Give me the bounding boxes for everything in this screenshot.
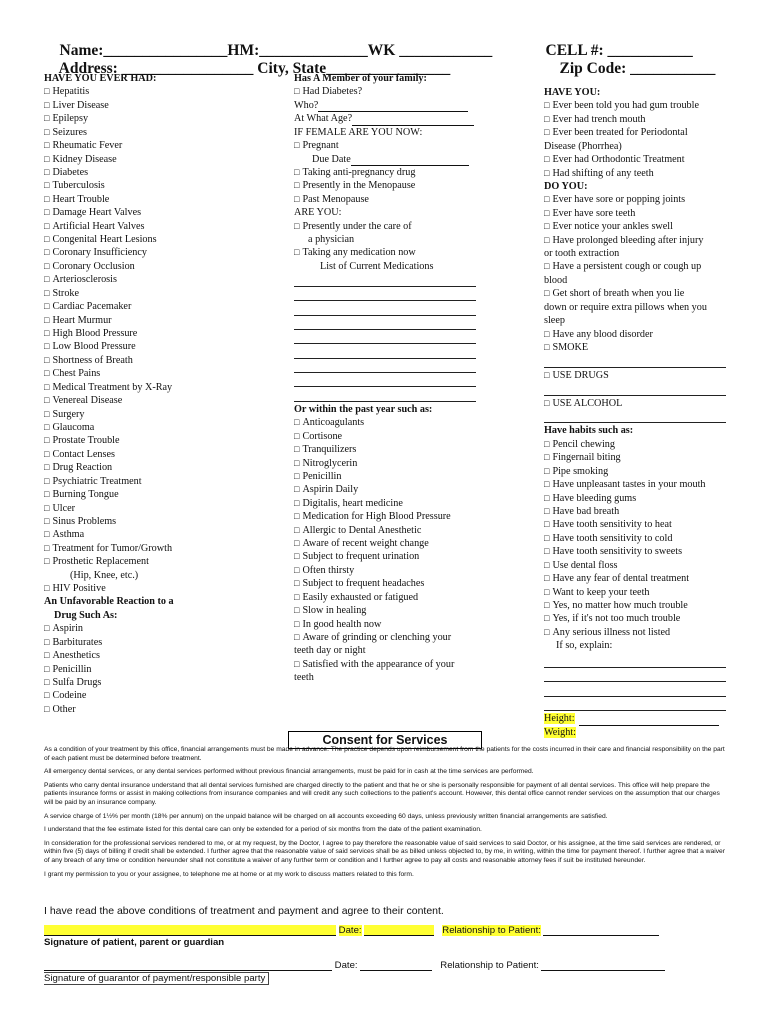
- checkbox-have-tooth-sensitivity-to-cold[interactable]: [544, 532, 730, 545]
- drugs-line[interactable]: [544, 382, 726, 395]
- checkbox-label: Codeine: [52, 690, 87, 702]
- blood-disorder-label: Have any blood disorder: [552, 328, 653, 340]
- checkbox-label: Cardiac Pacemaker: [52, 301, 132, 313]
- use-drugs-label: USE DRUGS: [552, 369, 609, 381]
- checkbox-psychiatric-treatment[interactable]: [44, 475, 284, 488]
- col2-heading: Has A Member of your family:: [294, 73, 427, 84]
- who-field[interactable]: [318, 101, 468, 112]
- checkbox-label: In good health now: [302, 618, 382, 630]
- checkbox-label: Burning Tongue: [52, 489, 119, 501]
- medication-line[interactable]: [294, 317, 476, 330]
- breath-label-1: Get short of breath when you lie: [552, 288, 685, 300]
- have-you-heading: HAVE YOU:: [544, 87, 601, 98]
- checkbox-label: Have bad breath: [552, 505, 620, 517]
- checkbox-label: Psychiatric Treatment: [52, 475, 142, 487]
- checkbox-stroke[interactable]: [44, 287, 284, 300]
- checkbox-label: Slow in healing: [302, 605, 367, 617]
- column-medical-history: [44, 72, 284, 716]
- medication-line[interactable]: [294, 360, 476, 373]
- habits-item-list: [544, 438, 730, 639]
- checkbox-label: Kidney Disease: [52, 153, 117, 165]
- checkbox-label: Medication for High Blood Pressure: [302, 511, 451, 523]
- checkbox-trench-mouth[interactable]: [544, 113, 730, 126]
- cough-label-2: blood: [544, 274, 568, 286]
- checkbox-label: Epilepsy: [52, 113, 89, 125]
- checkbox-pipe-smoking[interactable]: [544, 465, 730, 478]
- checkbox-taking-medication[interactable]: [294, 246, 506, 259]
- checkbox-label: Have unpleasant tastes in your mouth: [552, 479, 706, 491]
- checkbox-subject-to-frequent-headaches[interactable]: [294, 577, 506, 590]
- checkbox-contact-lenses[interactable]: [44, 448, 284, 461]
- medication-lines: [294, 273, 476, 402]
- checkbox-have-any-fear-of-dental-treatment[interactable]: [544, 572, 730, 585]
- checkbox-label: Venereal Disease: [52, 395, 123, 407]
- checkbox-drug-reaction[interactable]: [44, 461, 284, 474]
- checkbox-periodontal[interactable]: [544, 126, 730, 139]
- past-menopause-label: Past Menopause: [302, 193, 369, 205]
- checkbox-prosthetic-replacement[interactable]: [44, 555, 284, 568]
- checkbox-allergic-to-dental-anesthetic[interactable]: [294, 524, 506, 537]
- do-you-heading: DO YOU:: [544, 180, 588, 192]
- checkbox-heart-murmur[interactable]: [44, 314, 284, 327]
- checkbox-chest-pains[interactable]: [44, 367, 284, 380]
- checkbox-under-care[interactable]: [294, 220, 506, 233]
- checkbox-kidney-disease[interactable]: [44, 153, 284, 166]
- checkbox-aspirin-daily[interactable]: [294, 483, 506, 496]
- checkbox-sore-teeth[interactable]: [544, 207, 730, 220]
- explain-line[interactable]: [544, 698, 726, 711]
- checkbox-cortisone[interactable]: [294, 430, 506, 443]
- checkbox-label: Pipe smoking: [552, 465, 609, 477]
- checkbox-label: Prostate Trouble: [52, 435, 120, 447]
- checkbox-label: Hepatitis: [52, 86, 90, 98]
- checkbox-burning-tongue[interactable]: [44, 488, 284, 501]
- checkbox-label: Easily exhausted or fatigued: [302, 591, 419, 603]
- checkbox-fingernail-biting[interactable]: [544, 451, 730, 464]
- cell-label: CELL #:: [545, 42, 604, 59]
- checkbox-rheumatic-fever[interactable]: [44, 139, 284, 152]
- checkbox-congenital-heart-lesions[interactable]: [44, 233, 284, 246]
- are-you-label: ARE YOU:: [294, 207, 342, 219]
- checkbox-label: Prosthetic Replacement: [52, 556, 149, 568]
- checkbox-label: Have bleeding gums: [552, 492, 637, 504]
- who-label: Who?: [294, 99, 319, 111]
- medication-line[interactable]: [294, 331, 476, 344]
- checkbox-label: Sinus Problems: [52, 515, 117, 527]
- grinding-label-1: Aware of grinding or clenching your: [302, 632, 452, 644]
- explain-line[interactable]: [544, 683, 726, 696]
- checkbox-treatment-for-tumor-growth[interactable]: [44, 542, 284, 555]
- checkbox-have-tooth-sensitivity-to-heat[interactable]: [544, 518, 730, 531]
- orthodontic-label: Ever had Orthodontic Treatment: [552, 154, 685, 166]
- checkbox-persistent-cough[interactable]: [544, 260, 730, 273]
- consent-paragraph: Patients who carry dental insurance understand that all dental services furnished are charged directly to the patient and that he or she is personally responsible for payment of all dental services. This office will help prepare the patients insurance forms or assist in making collections from insurance companies and will credit any such collections to the patient's account. However, this dental office cannot render services on the assumption that our charges will be paid by an insurance company.: [44, 781, 720, 806]
- checkbox-grinding[interactable]: [294, 631, 506, 644]
- medication-line[interactable]: [294, 374, 476, 387]
- checkbox-anticoagulants[interactable]: [294, 416, 506, 429]
- checkbox-nitroglycerin[interactable]: [294, 457, 506, 470]
- checkbox-use-alcohol[interactable]: [544, 397, 730, 410]
- checkbox-penicillin[interactable]: [294, 470, 506, 483]
- checkbox-label: Contact Lenses: [52, 448, 115, 460]
- checkbox-label: Surgery: [52, 408, 85, 420]
- checkbox-label: Diabetes: [52, 166, 89, 178]
- consent-body: [44, 746, 728, 884]
- breath-label-2: down or require extra pillows when you: [544, 301, 707, 313]
- checkbox-coronary-occlusion[interactable]: [44, 260, 284, 273]
- female-heading: IF FEMALE ARE YOU NOW:: [294, 126, 423, 138]
- checkbox-ankles-swell[interactable]: [544, 220, 730, 233]
- name-label: Name:: [59, 42, 104, 59]
- checkbox-label: Heart Murmur: [52, 314, 112, 326]
- checkbox-label: Pencil chewing: [552, 438, 615, 450]
- checkbox-label: Seizures: [52, 126, 87, 138]
- checkbox-shifting-teeth[interactable]: [544, 167, 730, 180]
- checkbox-label: Tranquilizers: [302, 444, 357, 456]
- consent-paragraph: I understand that the fee estimate listed for this dental care can only be extended for a period of six months from the date of the patient examination.: [44, 826, 482, 834]
- checkbox-menopause[interactable]: [294, 179, 506, 192]
- acknowledgement-text: I have read the above conditions of treatment and payment and agree to their content.: [44, 905, 444, 917]
- checkbox-had-diabetes[interactable]: [294, 85, 506, 98]
- periodontal-label-2: Disease (Phorrhea): [544, 140, 622, 152]
- checkbox-want-to-keep-your-teeth[interactable]: [544, 586, 730, 599]
- checkbox-label: Yes, no matter how much trouble: [552, 599, 688, 611]
- weight-label: Weight:: [544, 726, 576, 738]
- checkbox-cardiac-pacemaker[interactable]: [44, 300, 284, 313]
- checkbox-label: Use dental floss: [552, 559, 618, 571]
- anti-preg-label: Taking anti-pregnancy drug: [302, 166, 416, 178]
- checkbox-label: Allergic to Dental Anesthetic: [302, 524, 422, 536]
- guarantor-signature-field[interactable]: [44, 960, 332, 971]
- cell-field[interactable]: ___________: [603, 42, 693, 59]
- height-field[interactable]: [579, 715, 719, 726]
- guarantor-date-label: Date:: [334, 960, 358, 971]
- satisfied-label-2: teeth: [294, 672, 314, 684]
- consent-paragraph: As a condition of your treatment by this office, financial arrangements must be made in advance. The practice depends upon reimbursement from the patients for the costs incurred in their care and financial responsibility on the part of each patient must be determined before treatment.: [44, 746, 725, 762]
- consent-paragraph: I grant my permission to you or your assignee, to telephone me at home or at my work to discuss matters related to this form.: [44, 870, 414, 878]
- checkbox-easily-exhausted-or-fatigued[interactable]: [294, 591, 506, 604]
- guarantor-date-field[interactable]: [360, 960, 432, 971]
- checkbox-codeine[interactable]: [44, 689, 284, 702]
- checkbox-diabetes[interactable]: [44, 166, 284, 179]
- explain-line[interactable]: [544, 655, 726, 668]
- checkbox-label: Stroke: [52, 287, 80, 299]
- bleeding-label-1: Have prolonged bleeding after injury: [552, 234, 704, 246]
- patient-relationship-field[interactable]: [543, 925, 659, 936]
- use-alcohol-label: USE ALCOHOL: [552, 397, 623, 409]
- checkbox-label: Coronary Occlusion: [52, 260, 135, 272]
- checkbox-label: Artificial Heart Valves: [52, 220, 145, 232]
- past-year-heading: Or within the past year such as:: [294, 403, 433, 415]
- checkbox-label: Aspirin: [52, 623, 83, 635]
- under-care-label-2: a physician: [308, 234, 355, 246]
- checkbox-blood-disorder[interactable]: [544, 328, 730, 341]
- sore-teeth-label: Ever have sore teeth: [552, 207, 636, 219]
- checkbox-glaucoma[interactable]: [44, 421, 284, 434]
- checkbox-label: Want to keep your teeth: [552, 586, 650, 598]
- checkbox-aware-of-recent-weight-change[interactable]: [294, 537, 506, 550]
- checkbox-hiv-positive[interactable]: [44, 582, 284, 595]
- checkbox-label: Digitalis, heart medicine: [302, 497, 403, 509]
- checkbox-label: Medical Treatment by X-Ray: [52, 381, 173, 393]
- gum-trouble-label: Ever been told you had gum trouble: [552, 100, 699, 112]
- checkbox-other[interactable]: [44, 703, 284, 716]
- hm-field[interactable]: ______________: [259, 42, 368, 59]
- checkbox-use-dental-floss[interactable]: [544, 559, 730, 572]
- consent-paragraph: A service charge of 1½% per month (18% per annum) on the unpaid balance will be charged on all accounts exceeding 60 days, unless previously written financial arrangements are satisfied.: [44, 812, 608, 820]
- checkbox-label: Yes, if it's not too much trouble: [552, 613, 681, 625]
- list-meds-label: List of Current Medications: [320, 260, 434, 272]
- medication-line[interactable]: [294, 273, 476, 286]
- checkbox-artificial-heart-valves[interactable]: [44, 220, 284, 233]
- city-state-label: City, State: [257, 60, 327, 77]
- height-row: [544, 712, 730, 725]
- at-what-age-row: [294, 112, 506, 125]
- checkbox-label: Subject to frequent urination: [302, 551, 420, 563]
- checkbox-low-blood-pressure[interactable]: [44, 340, 284, 353]
- checkbox-yes-if-it-s-not-too-much-trouble[interactable]: [544, 612, 730, 625]
- consent-title: Consent for Services: [288, 731, 482, 749]
- checkbox-label: Aware of recent weight change: [302, 538, 429, 550]
- checkbox-popping-joints[interactable]: [544, 193, 730, 206]
- checkbox-label: Have tooth sensitivity to cold: [552, 532, 673, 544]
- height-label: Height:: [544, 713, 575, 725]
- checkbox-sinus-problems[interactable]: [44, 515, 284, 528]
- checkbox-sulfa-drugs[interactable]: [44, 676, 284, 689]
- checkbox-label: Have any fear of dental treatment: [552, 573, 690, 585]
- medication-line[interactable]: [294, 345, 476, 358]
- checkbox-label: Treatment for Tumor/Growth: [52, 542, 173, 554]
- reaction-heading-1: An Unfavorable Reaction to a: [44, 596, 174, 608]
- checkbox-label: High Blood Pressure: [52, 328, 138, 340]
- guarantor-relationship-label: Relationship to Patient:: [440, 960, 539, 971]
- checkbox-penicillin[interactable]: [44, 663, 284, 676]
- zip-label: Zip Code:: [559, 60, 627, 77]
- wk-label: WK: [367, 42, 396, 59]
- checkbox-label: Anesthetics: [52, 650, 100, 662]
- consent-paragraph: All emergency dental services, or any dental services performed without previous financial arrangements, must be paid for in cash at the time services are performed.: [44, 768, 534, 776]
- checkbox-coronary-insufficiency[interactable]: [44, 246, 284, 259]
- popping-joints-label: Ever have sore or popping joints: [552, 194, 686, 206]
- checkbox-surgery[interactable]: [44, 408, 284, 421]
- checkbox-label: Aspirin Daily: [302, 484, 359, 496]
- checkbox-have-unpleasant-tastes-in-your-mouth[interactable]: [544, 478, 730, 491]
- checkbox-label: Subject to frequent headaches: [302, 578, 425, 590]
- checkbox-label: Other: [52, 703, 76, 715]
- checkbox-hepatitis[interactable]: [44, 85, 284, 98]
- checkbox-often-thirsty[interactable]: [294, 564, 506, 577]
- explain-lines: [544, 655, 726, 712]
- medication-line[interactable]: [294, 302, 476, 315]
- bleeding-label-2: or tooth extraction: [544, 248, 620, 260]
- address-field[interactable]: _________________: [117, 60, 258, 77]
- checkbox-label: Damage Heart Valves: [52, 207, 142, 219]
- checkbox-venereal-disease[interactable]: [44, 394, 284, 407]
- checkbox-high-blood-pressure[interactable]: [44, 327, 284, 340]
- checkbox-label: Drug Reaction: [52, 462, 113, 474]
- guarantor-signature-row: [44, 960, 665, 971]
- city-state-field[interactable]: ________________: [326, 60, 451, 77]
- checkbox-gum-trouble[interactable]: [544, 99, 730, 112]
- checkbox-arteriosclerosis[interactable]: [44, 273, 284, 286]
- wk-field[interactable]: ____________: [395, 42, 493, 59]
- checkbox-have-tooth-sensitivity-to-sweets[interactable]: [544, 545, 730, 558]
- medication-line[interactable]: [294, 388, 476, 401]
- smoke-line[interactable]: [544, 354, 726, 367]
- smoke-label: SMOKE: [552, 342, 589, 354]
- checkbox-label: Tuberculosis: [52, 180, 105, 192]
- checkbox-label: Penicillin: [302, 470, 342, 482]
- col1-heading: HAVE YOU EVER HAD:: [44, 73, 157, 84]
- checkbox-tuberculosis[interactable]: [44, 179, 284, 192]
- checkbox-label: Anticoagulants: [302, 417, 365, 429]
- checkbox-label: Fingernail biting: [552, 452, 621, 464]
- ankles-label: Ever notice your ankles swell: [552, 221, 673, 233]
- checkbox-prostate-trouble[interactable]: [44, 434, 284, 447]
- checkbox-medication-for-high-blood-pressure[interactable]: [294, 510, 506, 523]
- periodontal-label-1: Ever been treated for Periodontal: [552, 127, 688, 139]
- checkbox-medical-treatment-by-x-ray[interactable]: [44, 381, 284, 394]
- shifting-label: Had shifting of any teeth: [552, 167, 654, 179]
- consent-paragraph: In consideration for the professional services rendered to me, or at my request, by the Doctor, I agree to pay therefore the reasonable value of said services to said Doctor, or his assignee, at the time said services are rendered, or within five (5) days of billing if credit shall be extended. I further agree that the reasonable value of said services shall be as billed unless objected to, by me, in writing, within the time for payment thereof. I further agree that a waiver of any breach of any time or condition hereunder shall not constitute a waiver of any further term or condition and I further agree to pay all costs and reasonable attorney fees if suit be instituted hereunder.: [44, 839, 725, 864]
- guarantor-signature-caption: Signature of guarantor of payment/responsible party: [44, 972, 269, 985]
- cough-label-1: Have a persistent cough or cough up: [552, 261, 702, 273]
- checkbox-label: Chest Pains: [52, 368, 101, 380]
- checkbox-label: Heart Trouble: [52, 193, 110, 205]
- past-year-item-list: [294, 416, 506, 631]
- under-care-label-1: Presently under the care of: [302, 220, 412, 232]
- guarantor-relationship-field[interactable]: [541, 960, 665, 971]
- checkbox-any-serious-illness-not-listed[interactable]: [544, 626, 730, 639]
- checkbox-yes-no-matter-how-much-trouble[interactable]: [544, 599, 730, 612]
- breath-label-3: sleep: [544, 315, 565, 327]
- checkbox-liver-disease[interactable]: [44, 99, 284, 112]
- checkbox-label: Sulfa Drugs: [52, 676, 102, 688]
- had-diabetes-label: Had Diabetes?: [302, 86, 363, 98]
- patient-signature-caption: Signature of patient, parent or guardian: [44, 937, 225, 948]
- checkbox-slow-in-healing[interactable]: [294, 604, 506, 617]
- checkbox-label: Congenital Heart Lesions: [52, 234, 157, 246]
- weight-row: [544, 726, 730, 739]
- checkbox-label: Liver Disease: [52, 99, 109, 111]
- patient-relationship-label: Relationship to Patient:: [442, 925, 541, 936]
- grinding-label-2: teeth day or night: [294, 645, 366, 657]
- checkbox-digitalis-heart-medicine[interactable]: [294, 497, 506, 510]
- checkbox-prolonged-bleeding[interactable]: [544, 234, 730, 247]
- checkbox-tranquilizers[interactable]: [294, 443, 506, 456]
- pregnant-label: Pregnant: [302, 140, 339, 152]
- checkbox-label: Penicillin: [52, 663, 92, 675]
- column-family-history: [294, 72, 506, 685]
- patient-date-label: Date:: [338, 925, 362, 936]
- reaction-heading-2: Drug Such As:: [54, 609, 118, 621]
- checkbox-orthodontic[interactable]: [544, 153, 730, 166]
- checkbox-label: Often thirsty: [302, 564, 355, 576]
- col1-item-list: [44, 85, 284, 568]
- checkbox-label: Any serious illness not listed: [552, 626, 671, 638]
- checkbox-label: Arteriosclerosis: [52, 274, 117, 286]
- alcohol-line[interactable]: [544, 410, 726, 423]
- checkbox-label: Rheumatic Fever: [52, 140, 123, 152]
- checkbox-smoke[interactable]: [544, 341, 730, 354]
- checkbox-damage-heart-valves[interactable]: [44, 206, 284, 219]
- checkbox-label: Low Blood Pressure: [52, 341, 136, 353]
- checkbox-subject-to-frequent-urination[interactable]: [294, 550, 506, 563]
- checkbox-barbiturates[interactable]: [44, 636, 284, 649]
- address-label: Address:: [58, 60, 118, 77]
- medication-line[interactable]: [294, 288, 476, 301]
- prosthetic-note: (Hip, Knee, etc.): [70, 569, 139, 581]
- due-date-field[interactable]: [351, 155, 469, 166]
- patient-date-field[interactable]: [364, 925, 434, 936]
- habits-heading: Have habits such as:: [544, 425, 634, 437]
- checkbox-ulcer[interactable]: [44, 502, 284, 515]
- checkbox-label: Cortisone: [302, 430, 343, 442]
- checkbox-label: Nitroglycerin: [302, 457, 358, 469]
- who-row: [294, 99, 506, 112]
- checkbox-pencil-chewing[interactable]: [544, 438, 730, 451]
- at-what-age-field[interactable]: [352, 115, 474, 126]
- satisfied-label-1: Satisfied with the appearance of your: [302, 658, 455, 670]
- checkbox-anti-pregnancy[interactable]: [294, 166, 506, 179]
- checkbox-label: Shortness of Breath: [52, 354, 133, 366]
- hm-label: HM:: [227, 42, 260, 59]
- due-date-label: Due Date: [312, 153, 351, 165]
- patient-signature-row: [44, 925, 659, 936]
- checkbox-aspirin[interactable]: [44, 622, 284, 635]
- checkbox-epilepsy[interactable]: [44, 112, 284, 125]
- checkbox-heart-trouble[interactable]: [44, 193, 284, 206]
- checkbox-use-drugs[interactable]: [544, 369, 730, 382]
- taking-med-label: Taking any medication now: [302, 247, 416, 259]
- checkbox-label: Glaucoma: [52, 421, 95, 433]
- checkbox-satisfied-appearance[interactable]: [294, 658, 506, 671]
- checkbox-label: Barbiturates: [52, 636, 103, 648]
- checkbox-seizures[interactable]: [44, 126, 284, 139]
- menopause-label: Presently in the Menopause: [302, 180, 416, 192]
- checkbox-label: Coronary Insufficiency: [52, 247, 148, 259]
- checkbox-in-good-health-now[interactable]: [294, 618, 506, 631]
- checkbox-label: Asthma: [52, 529, 85, 541]
- column-dental-history: [544, 86, 730, 739]
- name-field[interactable]: ________________: [103, 42, 228, 59]
- checkbox-label: Ulcer: [52, 502, 76, 514]
- checkbox-short-of-breath[interactable]: [544, 287, 730, 300]
- due-date-row: [294, 153, 506, 166]
- explain-label: If so, explain:: [556, 640, 613, 652]
- at-what-age-label: At What Age?: [294, 113, 353, 125]
- hiv-label: HIV Positive: [52, 583, 106, 595]
- checkbox-anesthetics[interactable]: [44, 649, 284, 662]
- trench-mouth-label: Ever had trench mouth: [552, 113, 646, 125]
- zip-field[interactable]: ___________: [626, 60, 716, 77]
- checkbox-shortness-of-breath[interactable]: [44, 354, 284, 367]
- checkbox-pregnant[interactable]: [294, 139, 506, 152]
- checkbox-have-bleeding-gums[interactable]: [544, 492, 730, 505]
- explain-line[interactable]: [544, 669, 726, 682]
- checkbox-label: Have tooth sensitivity to sweets: [552, 546, 683, 558]
- col1-drug-list: [44, 622, 284, 716]
- checkbox-have-bad-breath[interactable]: [544, 505, 730, 518]
- patient-signature-field[interactable]: [44, 925, 336, 936]
- checkbox-past-menopause[interactable]: [294, 193, 506, 206]
- checkbox-label: Have tooth sensitivity to heat: [552, 519, 672, 531]
- checkbox-asthma[interactable]: [44, 528, 284, 541]
